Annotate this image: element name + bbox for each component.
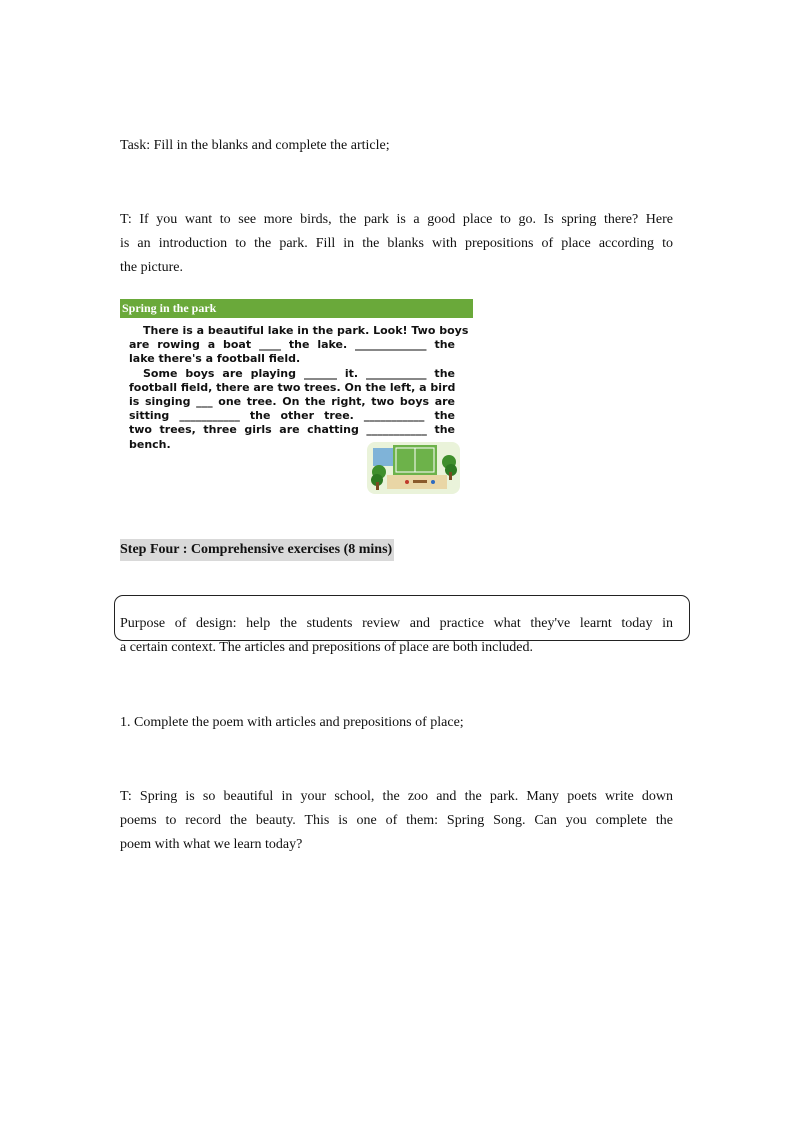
intro-line-3: the picture. (120, 260, 183, 275)
intro-line-1: T: If you want to see more birds, the park is a good place to go. Is spring there? Here (120, 212, 673, 227)
teacher-line-2: poems to record the beauty. This is one of them: Spring Song. Can you complete the (120, 813, 673, 828)
figure-line: are rowing a boat ____ the lake. _____________ the (129, 338, 455, 352)
figure-heading: Spring in the park (120, 299, 473, 318)
purpose-line-1: Purpose of design: help the students review and practice what they've learnt today in (120, 616, 673, 631)
task-instruction: Task: Fill in the blanks and complete the article; (120, 138, 390, 153)
teacher-line-3: poem with what we learn today? (120, 837, 303, 852)
figure-line: football field, there are two trees. On the left, a bird (129, 380, 456, 394)
intro-line-2: is an introduction to the park. Fill in the blanks with prepositions of place according to (120, 236, 673, 251)
spring-park-figure (120, 299, 473, 497)
figure-line: sitting ___________ the other tree. ___________ the (129, 409, 455, 423)
figure-text (129, 324, 469, 452)
park-illustration-icon (367, 442, 460, 494)
teacher-line-1: T: Spring is so beautiful in your school, the zoo and the park. Many poets write down (120, 789, 673, 804)
figure-line: two trees, three girls are chatting ___________ the (129, 423, 455, 437)
figure-line: There is a beautiful lake in the park. Look! Two boys (143, 324, 469, 337)
figure-line: bench. (129, 437, 171, 451)
exercise-1-instruction: 1. Complete the poem with articles and prepositions of place; (120, 715, 464, 730)
figure-line: lake there's a football field. (129, 352, 301, 366)
figure-line: Some boys are playing ______ it. ___________ the (143, 366, 455, 380)
step-four-heading: Step Four : Comprehensive exercises (8 mins) (120, 539, 394, 561)
purpose-line-2: a certain context. The articles and prepositions of place are both included. (120, 640, 533, 655)
figure-line: is singing ___ one tree. On the right, two boys are (129, 395, 455, 409)
